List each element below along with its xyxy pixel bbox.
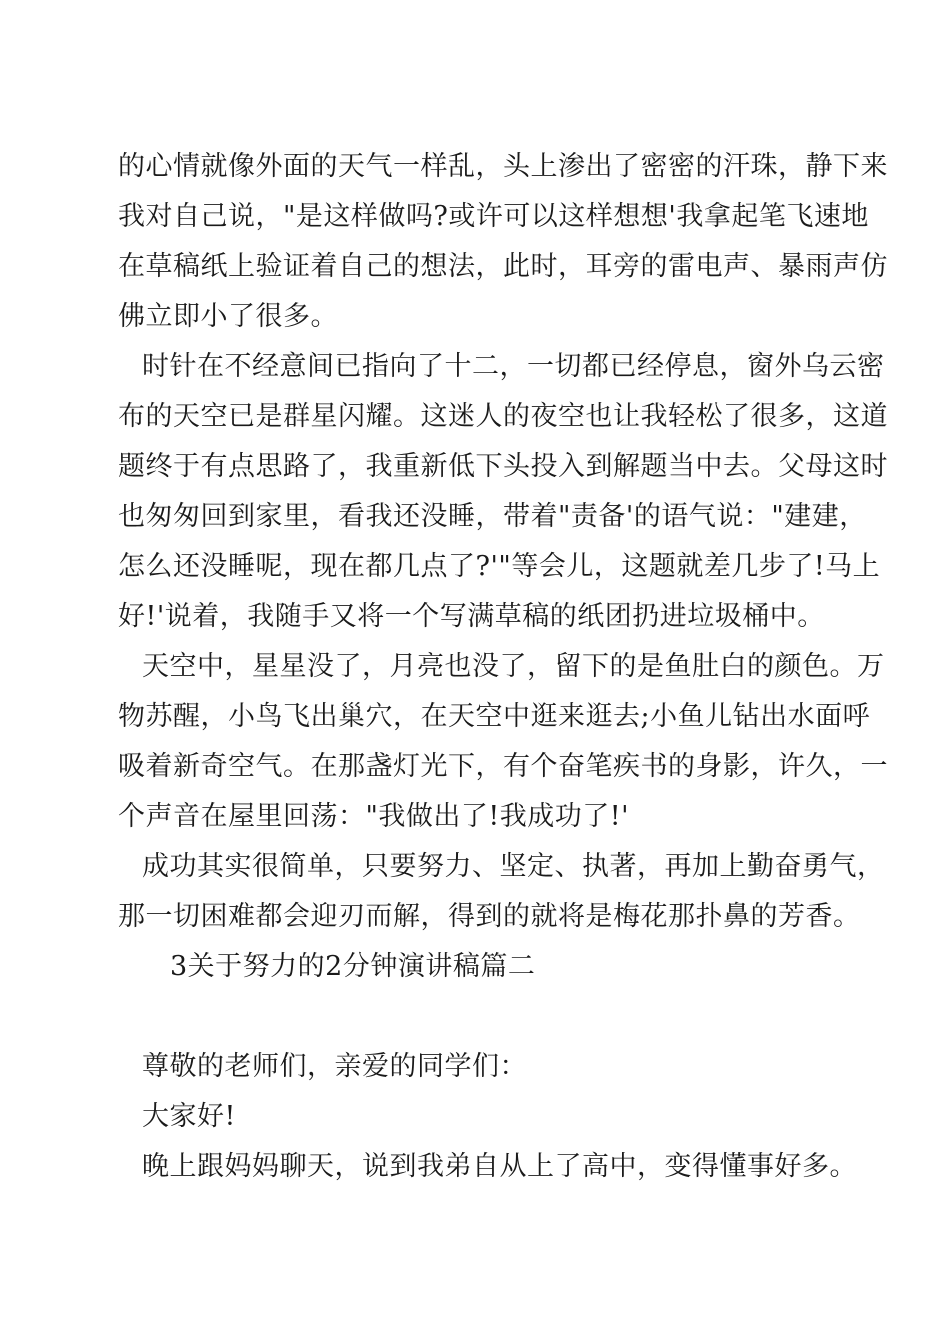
paragraph-1-line-3: 在草稿纸上验证着自己的想法，此时，耳旁的雷电声、暴雨声仿 bbox=[118, 251, 888, 282]
paragraph-2-line-5: 怎么还没睡呢，现在都几点了?'"等会儿，这题就差几步了!马上 bbox=[118, 551, 881, 582]
section-heading: 3关于努力的2分钟演讲稿篇二 bbox=[170, 951, 536, 982]
paragraph-2-line-1: 时针在不经意间已指向了十二，一切都已经停息，窗外乌云密 bbox=[142, 351, 885, 382]
paragraph-2-line-6: 好!'说着，我随手又将一个写满草稿的纸团扔进垃圾桶中。 bbox=[118, 601, 825, 632]
paragraph-4-line-1: 成功其实很简单，只要努力、坚定、执著，再加上勤奋勇气， bbox=[142, 851, 885, 882]
paragraph-1-line-2: 我对自己说，"是这样做吗?或许可以这样想想'我拿起笔飞速地 bbox=[118, 201, 869, 232]
speech-greeting: 大家好! bbox=[142, 1101, 236, 1132]
paragraph-2-line-3: 题终于有点思路了，我重新低下头投入到解题当中去。父母这时 bbox=[118, 451, 888, 482]
paragraph-2-line-4: 也匆匆回到家里，看我还没睡，带着"责备'的语气说："建建， bbox=[118, 501, 867, 532]
paragraph-1-line-1: 的心情就像外面的天气一样乱，头上渗出了密密的汗珠，静下来 bbox=[118, 151, 888, 182]
paragraph-1-line-4: 佛立即小了很多。 bbox=[118, 301, 338, 332]
paragraph-3-line-2: 物苏醒，小鸟飞出巢穴，在天空中逛来逛去;小鱼儿钻出水面呼 bbox=[118, 701, 871, 732]
paragraph-3-line-4: 个声音在屋里回荡："我做出了!我成功了!' bbox=[118, 801, 630, 832]
paragraph-3-line-3: 吸着新奇空气。在那盏灯光下，有个奋笔疾书的身影，许久，一 bbox=[118, 751, 888, 782]
speech-opening-line: 晚上跟妈妈聊天，说到我弟自从上了高中，变得懂事好多。 bbox=[142, 1151, 857, 1182]
paragraph-4-line-2: 那一切困难都会迎刃而解，得到的就将是梅花那扑鼻的芳香。 bbox=[118, 901, 861, 932]
paragraph-2-line-2: 布的天空已是群星闪耀。这迷人的夜空也让我轻松了很多，这道 bbox=[118, 401, 888, 432]
speech-salutation: 尊敬的老师们，亲爱的同学们： bbox=[142, 1051, 527, 1082]
paragraph-3-line-1: 天空中，星星没了，月亮也没了，留下的是鱼肚白的颜色。万 bbox=[142, 651, 885, 682]
